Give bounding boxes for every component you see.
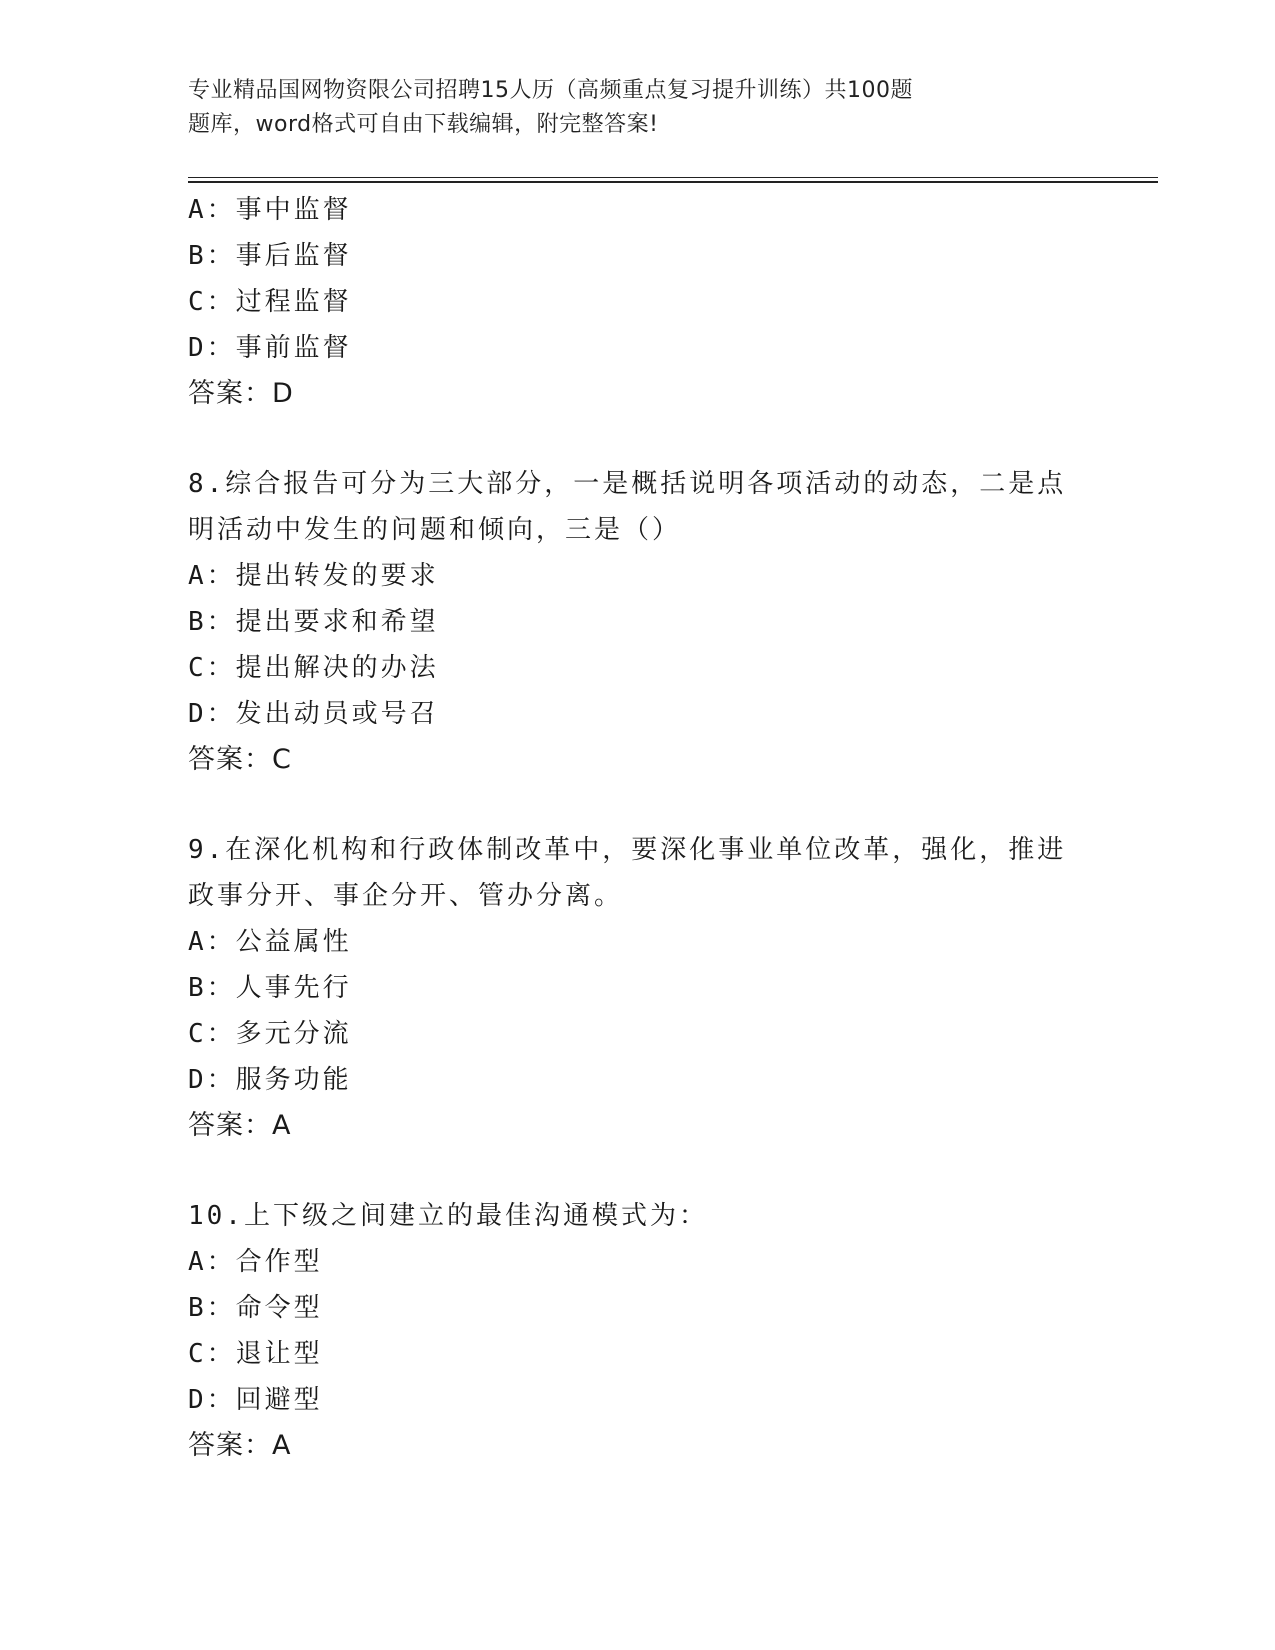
q8-option-c: C：提出解决的办法 xyxy=(188,653,439,683)
q8-option-d: D：发出动员或号召 xyxy=(188,699,439,729)
q8-option-a: A：提出转发的要求 xyxy=(188,561,439,591)
spacer xyxy=(188,417,1088,461)
q10-option-b: B：命令型 xyxy=(188,1293,323,1323)
q9-stem: 9.在深化机构和行政体制改革中，要深化事业单位改革，强化，推进政事分开、事企分开、管办分离。 xyxy=(188,835,1067,911)
spacer xyxy=(188,783,1088,827)
q9-option-a: A：公益属性 xyxy=(188,927,352,957)
spacer xyxy=(188,1149,1088,1193)
q10-stem: 10.上下级之间建立的最佳沟通模式为： xyxy=(188,1201,708,1231)
header-title-line-2: 题库，word格式可自由下载编辑，附完整答案! xyxy=(188,112,659,137)
q7-option-a: A：事中监督 xyxy=(188,195,352,225)
q7-option-d: D：事前监督 xyxy=(188,333,352,363)
header-divider-thick xyxy=(188,181,1158,183)
q7-option-c: C：过程监督 xyxy=(188,287,352,317)
q7-option-b: B：事后监督 xyxy=(188,241,352,271)
q10-option-d: D：回避型 xyxy=(188,1385,323,1415)
question-9-block xyxy=(188,827,1088,1149)
header-title-line-1: 专业精品国网物资限公司招聘15人历（高频重点复习提升训练）共100题 xyxy=(188,78,913,103)
q9-option-c: C：多元分流 xyxy=(188,1019,352,1049)
q9-answer: 答案：A xyxy=(188,1110,292,1141)
q9-option-d: D：服务功能 xyxy=(188,1065,352,1095)
q9-option-b: B：人事先行 xyxy=(188,973,352,1003)
document-header xyxy=(188,74,1048,142)
q8-option-b: B：提出要求和希望 xyxy=(188,607,439,637)
q10-option-c: C：退让型 xyxy=(188,1339,323,1369)
q10-option-a: A：合作型 xyxy=(188,1247,323,1277)
q8-answer: 答案：C xyxy=(188,744,292,775)
question-8-block xyxy=(188,461,1088,783)
question-7-block xyxy=(188,187,1088,417)
q7-answer: 答案：D xyxy=(188,378,294,409)
question-10-block xyxy=(188,1193,1088,1469)
header-divider-thin xyxy=(188,177,1158,178)
q8-stem: 8.综合报告可分为三大部分，一是概括说明各项活动的动态，二是点明活动中发生的问题和倾向，三是（） xyxy=(188,469,1067,545)
q10-answer: 答案：A xyxy=(188,1430,292,1461)
question-list xyxy=(188,187,1088,1469)
